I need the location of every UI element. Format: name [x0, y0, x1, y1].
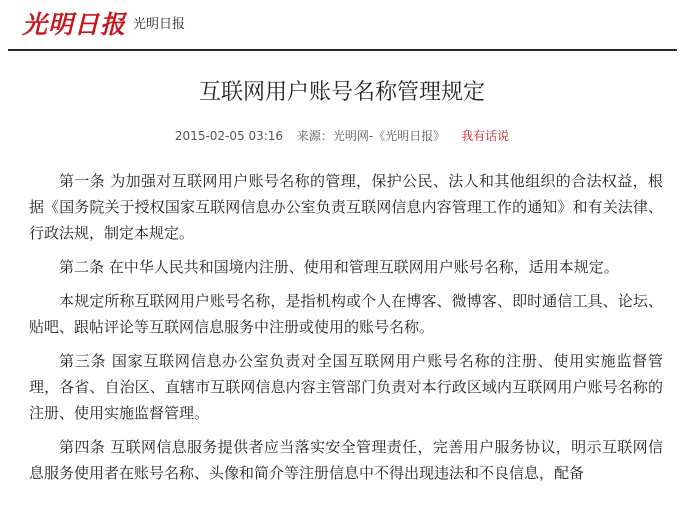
- article-paragraph: 第二条 在中华人民共和国境内注册、使用和管理互联网用户账号名称，适用本规定。: [59, 258, 619, 276]
- guangming-daily-logo[interactable]: 光明日报: [22, 10, 127, 39]
- article-paragraph: 第三条 国家互联网信息办公室负责对全国互联网用户账号名称的注册、使用实施监督管理，各省、自治区、直辖市互联网信息内容主管部门负责对本行政区域内互联网用户账号名称的注册、使用实施监督管理。: [29, 352, 663, 422]
- publish-datetime: 2015-02-05 03:16: [174, 129, 284, 143]
- comment-link[interactable]: 我有话说: [461, 129, 510, 143]
- article-title: 互联网用户账号名称管理规定: [198, 80, 485, 105]
- article-paragraph: 第四条 互联网信息服务提供者应当落实安全管理责任，完善用户服务协议，明示互联网信息服务使用者在账号名称、头像和简介等注册信息中不得出现违法和不良信息，配备: [29, 438, 663, 482]
- header-divider: [8, 49, 677, 51]
- article-body: [29, 168, 663, 494]
- article-paragraph: 第一条 为加强对互联网用户账号名称的管理，保护公民、法人和其他组织的合法权益，根据《国务院关于授权国家互联网信息办公室负责互联网信息内容管理工作的通知》和有关法律、行政法规，制定本规定。: [29, 172, 663, 242]
- article-source: 来源：光明网-《光明日报》: [296, 129, 446, 143]
- site-name-link[interactable]: 光明日报: [133, 17, 186, 32]
- article-meta: [0, 127, 684, 145]
- site-header: [0, 0, 684, 50]
- article-paragraph: 本规定所称互联网用户账号名称，是指机构或个人在博客、微博客、即时通信工具、论坛、贴吧、跟帖评论等互联网信息服务中注册或使用的账号名称。: [29, 292, 663, 336]
